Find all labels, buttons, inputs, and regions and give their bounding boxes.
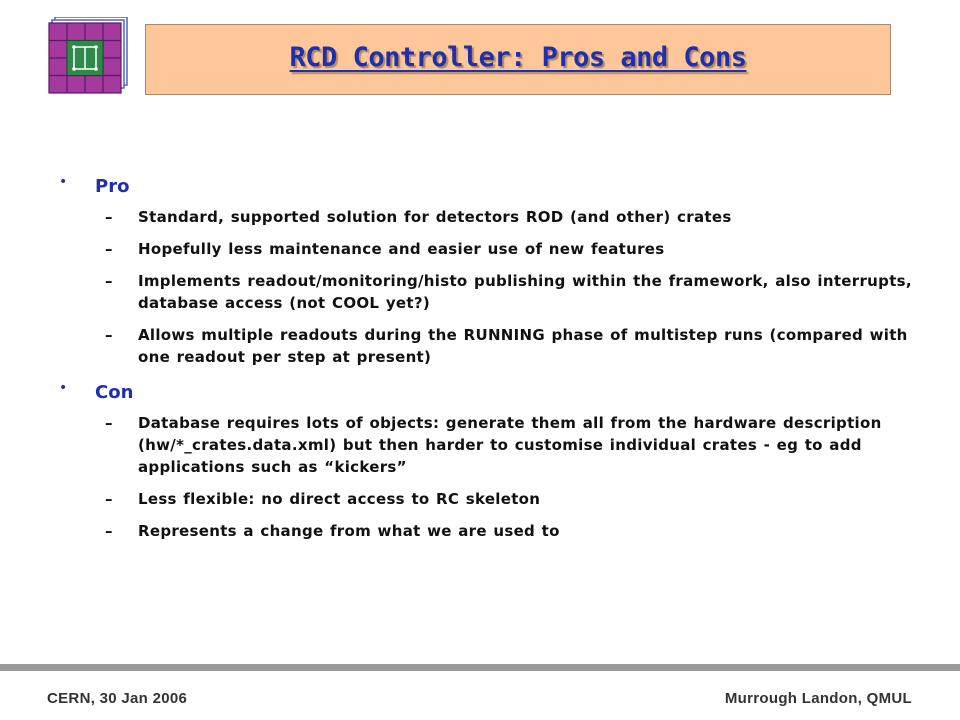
pro-item bbox=[55, 270, 915, 314]
pro-item bbox=[55, 324, 915, 368]
slide-content bbox=[55, 172, 915, 552]
footer-author: Murrough Landon, QMUL bbox=[724, 690, 912, 707]
con-list bbox=[55, 412, 915, 542]
section-con bbox=[55, 378, 915, 542]
pro-item-text: Standard, supported solution for detectors ROD (and other) crates bbox=[138, 208, 732, 226]
bullet-icon: • bbox=[59, 174, 68, 190]
section-pro bbox=[55, 172, 915, 368]
section-label-pro: Pro bbox=[95, 176, 130, 197]
section-label-con: Con bbox=[95, 382, 134, 403]
footer-date: CERN, 30 Jan 2006 bbox=[47, 690, 188, 707]
title-box bbox=[145, 24, 891, 95]
footer-divider bbox=[0, 664, 960, 671]
con-item-text: Less flexible: no direct access to RC skeleton bbox=[138, 490, 541, 508]
pro-list bbox=[55, 206, 915, 368]
dash-marker: – bbox=[105, 522, 113, 540]
con-item bbox=[55, 412, 915, 478]
dash-marker: – bbox=[105, 240, 113, 258]
pro-item-text: Allows multiple readouts during the RUNNING phase of multistep runs (compared with one readout per step at present) bbox=[138, 326, 908, 366]
con-item bbox=[55, 488, 915, 510]
con-item-text: Represents a change from what we are used to bbox=[138, 522, 560, 540]
dash-marker: – bbox=[105, 414, 113, 432]
dash-marker: – bbox=[105, 490, 113, 508]
slide-title: RCD Controller: Pros and Cons bbox=[289, 42, 747, 73]
dash-marker: – bbox=[105, 272, 113, 290]
pro-item bbox=[55, 206, 915, 228]
pro-item bbox=[55, 238, 915, 260]
bullet-icon: • bbox=[59, 380, 68, 396]
pro-item-text: Implements readout/monitoring/histo publishing within the framework, also interrupts, database access (not COOL yet?) bbox=[138, 272, 912, 312]
detector-grid-logo-icon bbox=[47, 17, 129, 95]
logo-graphic bbox=[47, 17, 129, 95]
pro-item-text: Hopefully less maintenance and easier use of new features bbox=[138, 240, 665, 258]
dash-marker: – bbox=[105, 326, 113, 344]
section-pro-header bbox=[55, 172, 915, 206]
dash-marker: – bbox=[105, 208, 113, 226]
con-item bbox=[55, 520, 915, 542]
con-item-text: Database requires lots of objects: generate them all from the hardware description (hw/*_crates.data.xml) but then harder to customise individual crates - eg to add applications such as “kickers” bbox=[138, 414, 882, 476]
section-con-header bbox=[55, 378, 915, 412]
